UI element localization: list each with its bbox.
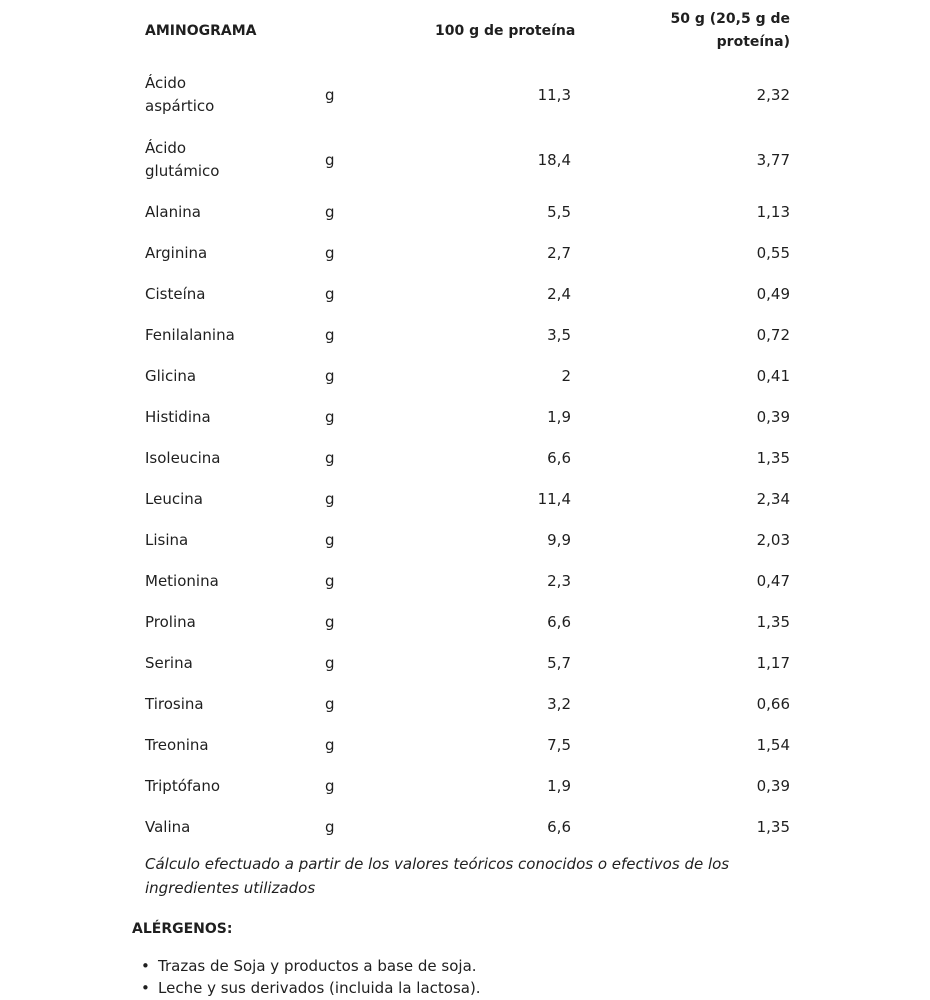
aminogram-table <box>145 0 790 848</box>
table-row <box>145 479 790 520</box>
value-per-50g: 2,34 <box>756 490 790 508</box>
value-per-100g-protein: 3,5 <box>547 326 571 344</box>
table-row <box>145 438 790 479</box>
amino-acid-name <box>145 684 325 725</box>
value-per-50g: 0,39 <box>756 408 790 426</box>
value-per-100g-protein: 1,9 <box>547 777 571 795</box>
amino-acid-name-line1: Alanina <box>145 203 201 221</box>
table-row <box>145 766 790 807</box>
list-item <box>134 977 481 999</box>
value-per-50g: 1,35 <box>756 818 790 836</box>
amino-acid-name-line1: Arginina <box>145 244 208 262</box>
unit-cell: g <box>325 408 335 426</box>
value-per-100g-protein: 1,9 <box>547 408 571 426</box>
allergens-heading: ALÉRGENOS: <box>132 921 233 937</box>
value-per-50g: 0,66 <box>756 695 790 713</box>
amino-acid-name-line1: Tirosina <box>145 695 204 713</box>
table-row <box>145 274 790 315</box>
value-per-50g: 1,35 <box>756 449 790 467</box>
amino-acid-name <box>145 766 325 807</box>
table-row <box>145 520 790 561</box>
amino-acid-name <box>145 438 325 479</box>
value-per-100g-protein: 11,4 <box>537 490 571 508</box>
amino-acid-name <box>145 356 325 397</box>
unit-cell: g <box>325 85 335 104</box>
amino-acid-name <box>145 274 325 315</box>
unit-cell: g <box>325 777 335 795</box>
table-row <box>145 233 790 274</box>
amino-acid-name-line1: Metionina <box>145 572 219 590</box>
table-row <box>145 315 790 356</box>
value-per-50g: 0,41 <box>756 367 790 385</box>
value-per-100g-protein: 5,7 <box>547 654 571 672</box>
value-per-100g-protein: 6,6 <box>547 449 571 467</box>
amino-acid-name-line2: glutámico <box>145 162 220 180</box>
allergens-list <box>134 955 481 999</box>
amino-acid-name-line1: Histidina <box>145 408 211 426</box>
amino-acid-name-line2: aspártico <box>145 97 215 115</box>
amino-acid-name-line1: Isoleucina <box>145 449 221 467</box>
amino-acid-name-line1: Ácido <box>145 74 187 92</box>
header-aminograma: AMINOGRAMA <box>145 22 257 39</box>
value-per-50g: 1,17 <box>756 654 790 672</box>
table-row <box>145 356 790 397</box>
unit-cell: g <box>325 572 335 590</box>
amino-acid-name <box>145 315 325 356</box>
amino-acid-name <box>145 725 325 766</box>
header-per-50g-line2: proteína) <box>716 34 790 50</box>
value-per-50g: 2,03 <box>756 531 790 549</box>
amino-acid-name <box>145 192 325 233</box>
header-unit <box>325 0 435 62</box>
allergen-text: Trazas de Soja y productos a base de soja. <box>158 957 477 975</box>
table-row <box>145 561 790 602</box>
value-per-50g: 0,39 <box>756 777 790 795</box>
header-per-50g <box>571 0 790 62</box>
amino-acid-name <box>145 397 325 438</box>
unit-cell: g <box>325 695 335 713</box>
header-per-100g-protein: 100 g de proteína <box>435 22 576 39</box>
amino-acid-name-line1: Leucina <box>145 490 203 508</box>
unit-cell: g <box>325 654 335 672</box>
amino-acid-name <box>145 128 325 192</box>
amino-acid-name <box>145 233 325 274</box>
table-row <box>145 397 790 438</box>
unit-cell: g <box>325 449 335 467</box>
header-per-50g-line1: 50 g (20,5 g de <box>670 11 790 27</box>
amino-acid-name-line1: Ácido <box>145 139 187 157</box>
amino-acid-name-line1: Prolina <box>145 613 196 631</box>
amino-acid-name-line1: Treonina <box>145 736 209 754</box>
value-per-100g-protein: 5,5 <box>547 203 571 221</box>
value-per-50g: 1,13 <box>756 203 790 221</box>
unit-cell: g <box>325 818 335 836</box>
value-per-50g: 0,55 <box>756 244 790 262</box>
amino-acid-name-line1: Valina <box>145 818 191 836</box>
value-per-100g-protein: 2,4 <box>547 285 571 303</box>
unit-cell: g <box>325 203 335 221</box>
value-per-50g: 1,35 <box>756 613 790 631</box>
calculation-note-line1: Cálculo efectuado a partir de los valores teóricos conocidos o efectivos de los <box>145 855 730 873</box>
unit-cell: g <box>325 613 335 631</box>
amino-acid-name <box>145 602 325 643</box>
unit-cell: g <box>325 531 335 549</box>
allergen-text: Leche y sus derivados (incluida la lactosa). <box>158 979 481 997</box>
amino-acid-name <box>145 479 325 520</box>
table-row <box>145 62 790 128</box>
list-item <box>134 955 481 977</box>
value-per-100g-protein: 9,9 <box>547 531 571 549</box>
amino-acid-name-line1: Glicina <box>145 367 197 385</box>
table-row <box>145 192 790 233</box>
value-per-100g-protein: 11,3 <box>537 85 571 104</box>
unit-cell: g <box>325 326 335 344</box>
table-row <box>145 128 790 192</box>
amino-acid-name-line1: Cisteína <box>145 285 206 303</box>
table-row <box>145 643 790 684</box>
value-per-50g: 0,49 <box>756 285 790 303</box>
value-per-50g: 1,54 <box>756 736 790 754</box>
table-header-row <box>145 0 790 62</box>
bullet-icon: • <box>141 957 150 975</box>
amino-acid-name-line1: Lisina <box>145 531 189 549</box>
amino-acid-name <box>145 561 325 602</box>
value-per-50g: 0,72 <box>756 326 790 344</box>
unit-cell: g <box>325 490 335 508</box>
value-per-50g: 2,32 <box>756 85 790 104</box>
unit-cell: g <box>325 736 335 754</box>
unit-cell: g <box>325 150 335 169</box>
table-row <box>145 807 790 848</box>
value-per-100g-protein: 6,6 <box>547 818 571 836</box>
calculation-note-line2: ingredientes utilizados <box>145 879 316 897</box>
value-per-50g: 3,77 <box>756 150 790 169</box>
unit-cell: g <box>325 244 335 262</box>
amino-acid-name-line1: Triptófano <box>145 777 221 795</box>
unit-cell: g <box>325 285 335 303</box>
value-per-100g-protein: 2,3 <box>547 572 571 590</box>
amino-acid-name <box>145 520 325 561</box>
table-row <box>145 684 790 725</box>
calculation-note <box>145 852 765 900</box>
amino-acid-name-line1: Serina <box>145 654 193 672</box>
aminogram-table-body <box>145 62 790 848</box>
amino-acid-name <box>145 643 325 684</box>
value-per-50g: 0,47 <box>756 572 790 590</box>
table-row <box>145 725 790 766</box>
value-per-100g-protein: 2 <box>561 367 571 385</box>
unit-cell: g <box>325 367 335 385</box>
amino-acid-name-line1: Fenilalanina <box>145 326 235 344</box>
amino-acid-name <box>145 62 325 128</box>
value-per-100g-protein: 6,6 <box>547 613 571 631</box>
value-per-100g-protein: 2,7 <box>547 244 571 262</box>
value-per-100g-protein: 3,2 <box>547 695 571 713</box>
bullet-icon: • <box>141 979 150 997</box>
table-row <box>145 602 790 643</box>
amino-acid-name <box>145 807 325 848</box>
value-per-100g-protein: 18,4 <box>537 150 571 169</box>
value-per-100g-protein: 7,5 <box>547 736 571 754</box>
